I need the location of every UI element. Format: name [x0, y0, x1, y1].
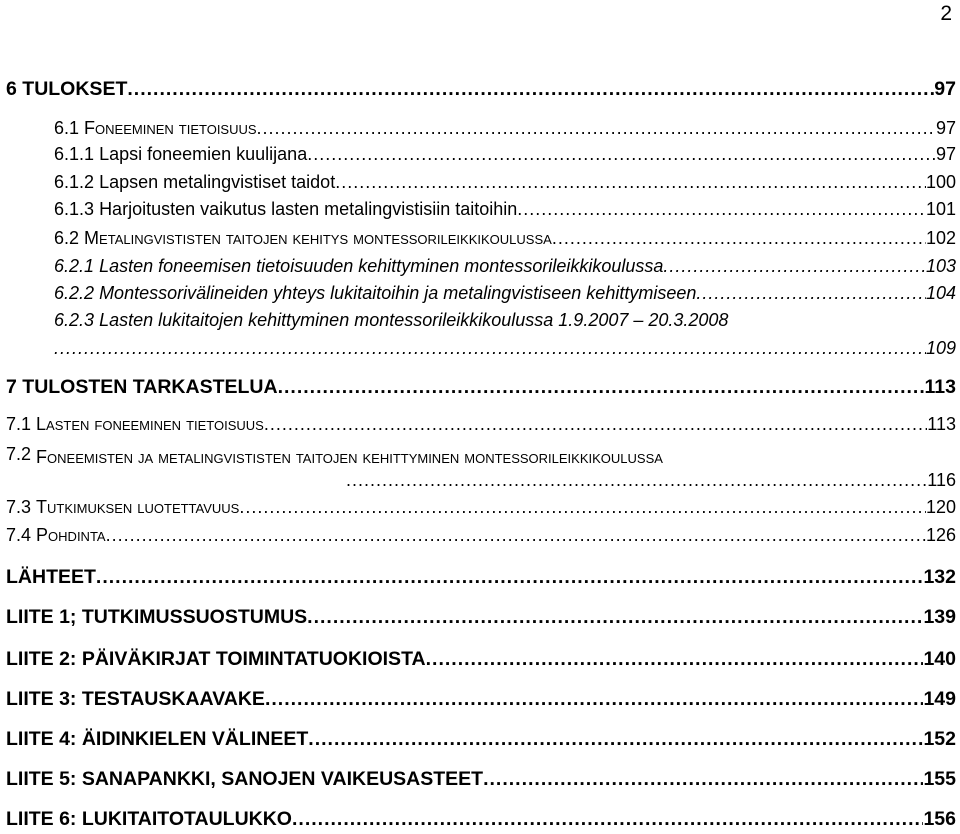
toc-entry-page: 100: [925, 172, 956, 192]
toc-entry-number: 6.2: [54, 228, 80, 248]
toc-entry-title: Tutkimuksen luotettavuus: [36, 497, 240, 517]
toc-entry-number: 6.2.1: [54, 256, 95, 276]
toc-entry-page: 103: [925, 256, 956, 276]
toc-leader-dots: [663, 256, 926, 277]
toc-entry-page: 101: [925, 199, 956, 219]
toc-entry: [6, 808, 956, 834]
toc-entry-title: Pohdinta: [36, 525, 106, 545]
toc-leader-dots: [278, 376, 925, 399]
toc-entry-page: 126: [925, 525, 956, 545]
toc-entry-page: 140: [923, 648, 956, 670]
toc-entry-number: 6.1.1: [54, 144, 95, 164]
toc-leader-dots: [307, 606, 923, 629]
toc-entry-number: 7.2: [6, 444, 32, 464]
toc-entry-title: LIITE 6: LUKITAITOTAULUKKO: [6, 808, 292, 830]
toc-entry: [6, 728, 956, 754]
toc-entry-title: Lasten foneeminen tietoisuus: [36, 414, 264, 434]
toc-entry: [6, 414, 956, 440]
toc-entry: [54, 199, 956, 225]
toc-leader-dots: [96, 566, 924, 589]
toc-leader-dots: [426, 648, 924, 671]
toc-entry-number: 6.1.2: [54, 172, 95, 192]
toc-leader-dots: [696, 283, 926, 304]
toc-entry-number: 6.1: [54, 118, 80, 138]
toc-entry-title: Metalingvististen taitojen kehitys montessorileikkikoulussa: [84, 228, 552, 248]
toc-entry-page: 116: [927, 470, 956, 490]
toc-entry-title: TULOKSET: [22, 78, 128, 100]
toc-entry: [6, 566, 956, 592]
toc-entry-title: LIITE 1; TUTKIMUSSUOSTUMUS: [6, 606, 308, 628]
toc-entry-page: 97: [934, 78, 956, 100]
toc-entry-number: 7.4: [6, 525, 32, 545]
toc-leader-dots: [292, 808, 923, 831]
toc-entry-number: 7.3: [6, 497, 32, 517]
toc-entry: [6, 648, 956, 674]
toc-entry-title: LIITE 2: PÄIVÄKIRJAT TOIMINTATUOKIOISTA: [6, 648, 426, 670]
toc-entry-title: LÄHTEET: [6, 566, 96, 588]
toc-entry-title: Harjoitusten vaikutus lasten metalingvistisiin taitoihin: [99, 199, 518, 219]
toc-entry-number: 7: [6, 376, 17, 398]
toc-entry-title: Lapsi foneemien kuulijana: [99, 144, 308, 164]
toc-entry-title: LIITE 3: TESTAUSKAAVAKE: [6, 688, 265, 710]
toc-entry: [54, 256, 956, 282]
toc-entry-number: 7.1: [6, 414, 32, 434]
toc-entry: [54, 228, 956, 254]
toc-entry: [54, 144, 956, 170]
toc-entry-page: 149: [923, 688, 956, 710]
toc-entry-number: 6.2.3: [54, 310, 95, 330]
toc-entry: [6, 768, 956, 794]
toc-entry-title: Montessorivälineiden yhteys lukitaitoihin ja metalingvistiseen kehittymiseen: [99, 283, 697, 303]
toc-entry: [6, 525, 956, 551]
toc-leader-dots: [264, 414, 927, 435]
toc-entry-page: 113: [924, 376, 956, 398]
toc-leader-dots: [308, 728, 923, 751]
toc-entry-page: 113: [927, 414, 956, 434]
toc-entry: [6, 497, 956, 523]
toc-entry-title: Foneemisten ja metalingvististen taitojen kehittyminen montessorileikkikoulussa: [36, 447, 663, 467]
page-number: 2: [940, 2, 952, 25]
toc-entry-page: 109: [925, 338, 956, 358]
toc-entry-page: 120: [925, 497, 956, 517]
toc-entry-page: 104: [925, 283, 956, 303]
toc-entry-page: 132: [923, 566, 956, 588]
toc-entry: [54, 118, 956, 144]
toc-entry: [6, 376, 956, 402]
toc-entry-number: 6: [6, 78, 17, 100]
toc-leader-dots: [265, 688, 924, 711]
toc-entry-page: 156: [923, 808, 956, 830]
toc-leader-dots: [552, 228, 926, 249]
toc-entry-title: Foneeminen tietoisuus: [84, 118, 257, 138]
toc-leader-dots: [257, 118, 936, 139]
toc-leader-dots: [239, 497, 926, 518]
toc-entry-title: LIITE 4: ÄIDINKIELEN VÄLINEET: [6, 728, 309, 750]
toc-leader-dots: [127, 78, 934, 101]
toc-entry: [54, 283, 956, 309]
toc-entry: [6, 606, 956, 632]
toc-leader-dots: [307, 144, 936, 165]
toc-entry-title: Lasten lukitaitojen kehittyminen montessorileikkikoulussa 1.9.2007 – 20.3.2008: [99, 310, 729, 330]
toc-leader-dots: [517, 199, 926, 220]
toc-entry-page: 97: [935, 118, 956, 138]
toc-entry-page: 139: [923, 606, 956, 628]
toc-entry-title: TULOSTEN TARKASTELUA: [22, 376, 278, 398]
toc-entry: [6, 444, 956, 500]
toc-entry-number: 6.1.3: [54, 199, 95, 219]
toc-entry-number: 6.2.2: [54, 283, 95, 303]
toc-entry: [6, 688, 956, 714]
toc-leader-dots: [106, 525, 926, 546]
toc-entry-title: Lasten foneemisen tietoisuuden kehittyminen montessorileikkikoulussa: [99, 256, 664, 276]
toc-entry: [54, 172, 956, 198]
toc-entry-page: 97: [935, 144, 956, 164]
toc-entry-title: Lapsen metalingvistiset taidot: [99, 172, 336, 192]
toc-leader-dots: [54, 338, 926, 359]
toc-entry: [6, 78, 956, 104]
toc-entry-title: LIITE 5: SANAPANKKI, SANOJEN VAIKEUSASTEET: [6, 768, 484, 790]
toc-entry-page: 155: [923, 768, 956, 790]
toc-entry-page: 152: [923, 728, 956, 750]
toc-leader-dots: [346, 470, 927, 491]
toc-entry-page: 102: [925, 228, 956, 248]
toc-leader-dots: [483, 768, 923, 791]
toc-entry: [54, 310, 956, 366]
toc-leader-dots: [335, 172, 926, 193]
